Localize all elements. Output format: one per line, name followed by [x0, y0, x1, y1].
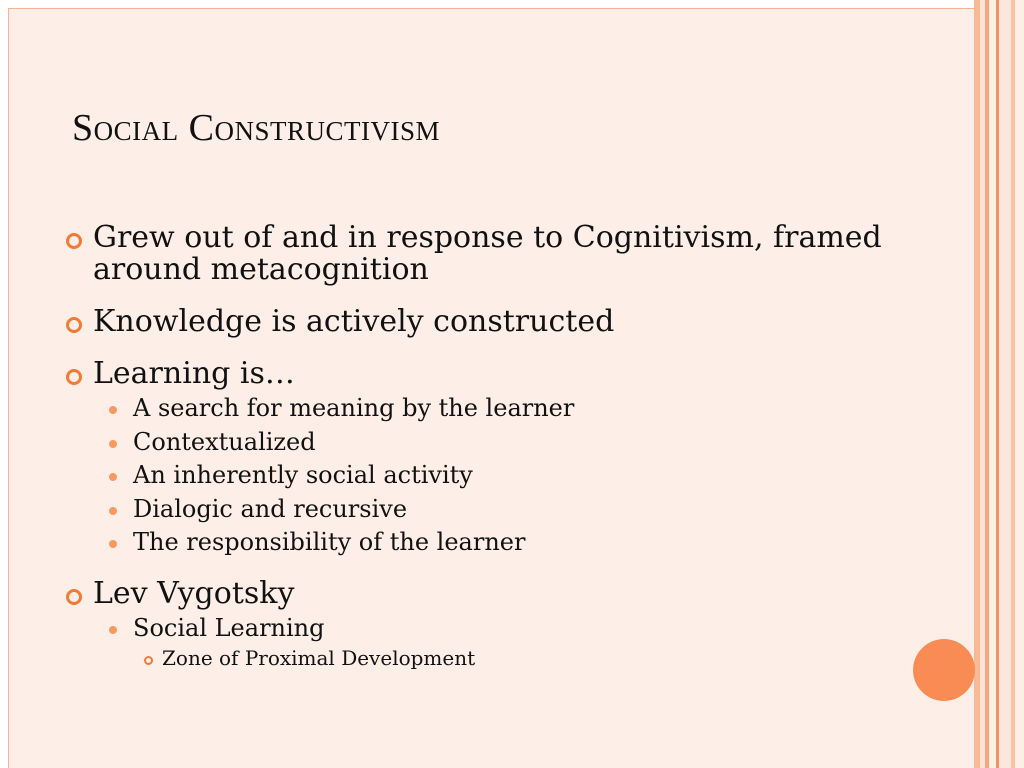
bullet-item [62, 358, 942, 390]
sub-bullet-item: Contextualized [62, 426, 942, 460]
dot-bullet-icon [109, 473, 117, 481]
sub-sub-bullet-item: Zone of Proximal Development [62, 645, 942, 671]
dot-bullet-icon [109, 440, 117, 448]
bullet-item [62, 575, 942, 611]
ring-bullet-icon [66, 317, 82, 333]
sub-bullet-list [62, 392, 942, 560]
bullet-item [62, 222, 942, 286]
sub-bullet-item: Social Learning [62, 612, 942, 646]
small-ring-bullet-icon [144, 656, 153, 665]
slide-content [62, 222, 942, 671]
bullet-text: Grew out of and in response to Cognitivism, framed around metacognition [93, 220, 882, 287]
decorative-circle-icon [913, 639, 975, 701]
dot-bullet-icon [109, 540, 117, 548]
sub-bullet-item: A search for meaning by the learner [62, 392, 942, 426]
bullet-item [62, 306, 942, 338]
bullet-text: Learning is… [93, 356, 295, 391]
ring-bullet-icon [66, 233, 82, 249]
sub-bullet-item: An inherently social activity [62, 459, 942, 493]
dot-bullet-icon [109, 626, 117, 634]
bullet-text: Knowledge is actively constructed [93, 304, 615, 339]
ring-bullet-icon [66, 589, 82, 605]
ring-bullet-icon [66, 369, 82, 385]
sub-bullet-item: Dialogic and recursive [62, 493, 942, 527]
dot-bullet-icon [109, 507, 117, 515]
sub-bullet-item: The responsibility of the learner [62, 526, 942, 560]
slide-title: Social Constructivism [72, 107, 440, 149]
decorative-stripes [974, 0, 1024, 768]
dot-bullet-icon [109, 406, 117, 414]
bullet-text: Lev Vygotsky [93, 575, 295, 611]
